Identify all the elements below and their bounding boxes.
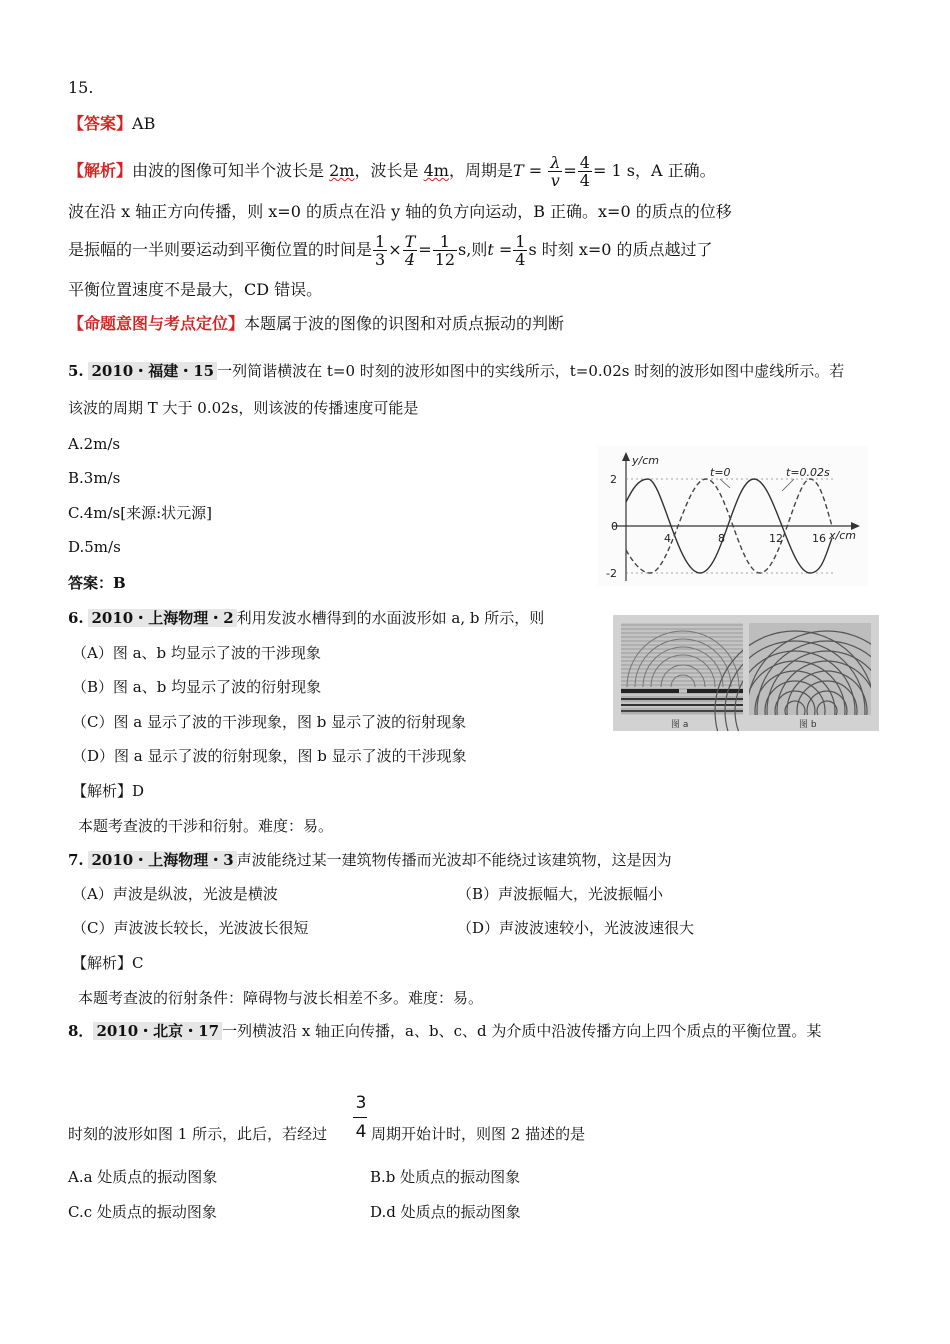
q5-option-d: D.5m/s: [68, 538, 121, 556]
x-tick-12: 12: [769, 532, 783, 545]
q8-option-a: A.a 处质点的振动图象: [68, 1168, 218, 1186]
q7-stem: 7. 2010・上海物理・3 声波能绕过某一建筑物传播而光波却不能绕过该建筑物，这是因为: [68, 851, 672, 869]
figure-a-label: 图 a: [671, 720, 689, 730]
x-tick-8: 8: [718, 532, 725, 545]
q6-option-d: （D）图 a 显示了波的衍射现象，图 b 显示了波的干涉现象: [72, 747, 467, 765]
legend-t002: t=0.02s: [786, 466, 830, 479]
q15-analysis-line4: 平衡位置速度不是最大，CD 错误。: [68, 280, 323, 299]
q5-wave-figure: [598, 446, 868, 586]
q15-answer: [68, 114, 155, 134]
q15-intent: 【命题意图与考点定位】本题属于波的图像的识图和对质点振动的判断: [68, 314, 565, 333]
fraction-1-3: $\frac{1}{3}$: [375, 232, 386, 269]
q6-analysis: 【解析】D: [72, 782, 145, 800]
x-axis-label: x/cm: [829, 529, 856, 542]
q5-option-c: C.4m/s[来源:状元源]: [68, 504, 212, 522]
answer-tag: 【答案】: [68, 114, 133, 133]
y-tick-top: 2: [610, 473, 617, 486]
x-tick-4: 4: [664, 532, 671, 545]
q8-option-b: B.b 处质点的振动图象: [370, 1168, 521, 1186]
q7-option-a: （A）声波是纵波，光波是横波: [72, 885, 278, 903]
q15-analysis-line3: 是振幅的一半则要运动到平衡位置的时间是 $\frac{1}{3}$ × $\frac{T}{4}$ = $\frac{1}{12}$ s,则t = $\frac{1}{4}$ s 时刻 x=0 的质点越过了: [68, 232, 713, 269]
q7-option-c: （C）声波波长较长，光波波长很短: [72, 919, 309, 937]
q8-stem-line2b: 周期开始计时，则图 2 描述的是: [371, 1125, 586, 1143]
q5-source-tag: 2010・福建・15: [88, 362, 217, 380]
q6-option-a: （A）图 a、b 均显示了波的干涉现象: [72, 644, 321, 662]
q15-number: 15.: [68, 78, 94, 97]
y-tick-zero: 0: [611, 520, 618, 533]
q6-note: 本题考查波的干涉和衍射。难度：易。: [78, 817, 334, 835]
figure-a-panel: [621, 623, 743, 715]
q8-option-c: C.c 处质点的振动图象: [68, 1203, 217, 1221]
q5-option-a: A.2m/s: [68, 435, 121, 453]
q8-fraction-denominator: 4: [355, 1122, 367, 1142]
figure-b-label: 图 b: [799, 720, 817, 730]
q6-ripple-figure: [613, 615, 879, 731]
q8-stem-line1: 8． 2010・北京・17 一列横波沿 x 轴正向传播，a、b、c、d 为介质中沿波传播方向上四个质点的平衡位置。某: [68, 1022, 822, 1040]
q8-stem-line2a: 时刻的波形如图 1 所示，此后，若经过: [68, 1125, 328, 1143]
analysis-tag: 【解析】: [68, 161, 133, 180]
q7-source-tag: 2010・上海物理・3: [88, 851, 236, 869]
y-tick-bottom: -2: [606, 567, 617, 580]
y-axis-label: y/cm: [632, 454, 659, 467]
x-tick-16: 16: [812, 532, 826, 545]
q7-analysis: 【解析】C: [72, 954, 144, 972]
legend-t0: t=0: [710, 466, 731, 479]
q7-option-d: （D）声波波速较小，光波波速很大: [457, 919, 695, 937]
fraction-lambda-v: $\frac{\lambda}{v}$: [550, 153, 561, 190]
q6-option-c: （C）图 a 显示了波的干涉现象，图 b 显示了波的衍射现象: [72, 713, 467, 731]
q15-analysis-line1: 【解析】由波的图像可知半个波长是 2m，波长是 4m，周期是T = $\frac{\lambda}{v}$ = $\frac{4}{4}$ = 1 s，A 正确。: [68, 153, 716, 190]
q5-stem-line2: 该波的周期 T 大于 0.02s，则该波的传播速度可能是: [68, 399, 419, 417]
q8-source-tag: 2010・北京・17: [93, 1022, 222, 1040]
q8-fraction-numerator: 3: [355, 1093, 367, 1113]
q5-option-b: B.3m/s: [68, 469, 121, 487]
q7-option-b: （B）声波振幅大，光波振幅小: [457, 885, 664, 903]
fraction-1-4: $\frac{1}{4}$: [515, 232, 526, 269]
q15-analysis-line2: 波在沿 x 轴正方向传播，则 x=0 的质点在沿 y 轴的负方向运动，B 正确。x=0 的质点的位移: [68, 202, 732, 221]
q6-source-tag: 2010・上海物理・2: [88, 609, 236, 627]
q8-fraction-bar: [353, 1117, 367, 1118]
fraction-4-4: $\frac{4}{4}$: [579, 153, 590, 190]
q6-stem: 6. 2010・上海物理・2 利用发波水槽得到的水面波形如 a, b 所示，则: [68, 609, 545, 627]
fraction-1-12: $\frac{1}{12}$: [434, 232, 456, 269]
answer-value: AB: [132, 114, 156, 133]
q5-answer: 答案：B: [68, 574, 126, 592]
q5-stem-line1: 5. 2010・福建・15 一列简谐横波在 t=0 时刻的波形如图中的实线所示，t=0.02s 时刻的波形如图中虚线所示。若: [68, 362, 845, 380]
q8-option-d: D.d 处质点的振动图象: [370, 1203, 521, 1221]
q6-option-b: （B）图 a、b 均显示了波的衍射现象: [72, 678, 322, 696]
intent-tag: 【命题意图与考点定位】: [68, 314, 245, 333]
q7-note: 本题考查波的衍射条件：障碍物与波长相差不多。难度：易。: [78, 989, 484, 1007]
fraction-T-4: $\frac{T}{4}$: [404, 232, 416, 269]
